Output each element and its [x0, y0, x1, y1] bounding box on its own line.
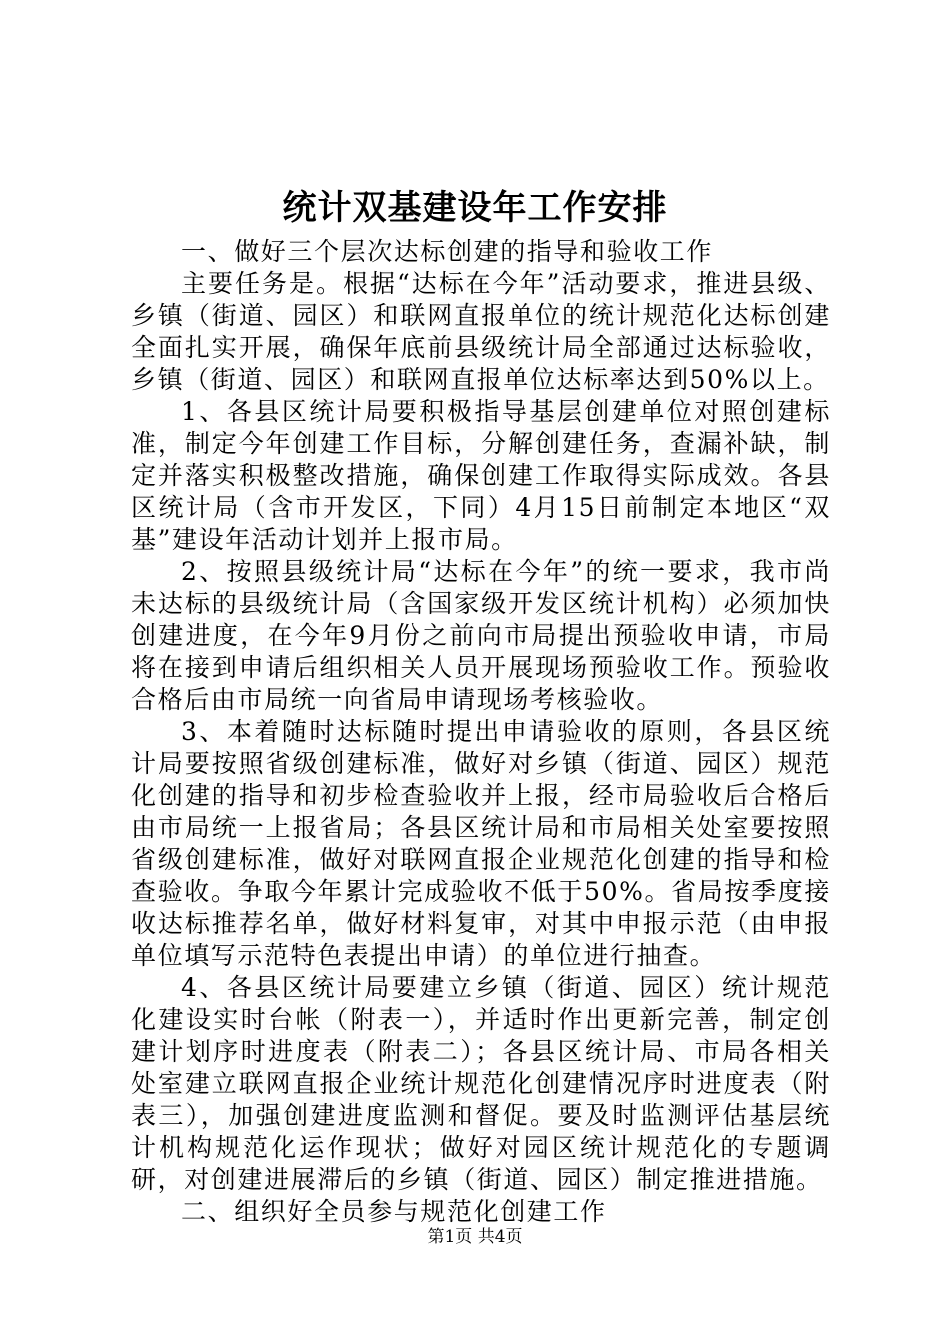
paragraph-item-1: 1、各县区统计局要积极指导基层创建单位对照创建标准，制定今年创建工作目标，分解创建任务，查漏补缺，制定并落实积极整改措施，确保创建工作取得实际成效。各县区统计局（含市开发区，下同）4月15日前制定本地区“双基”建设年活动计划并上报市局。	[131, 397, 831, 554]
paragraph-main-task: 主要任务是。根据“达标在今年”活动要求，推进县级、乡镇（街道、园区）和联网直报单位的统计规范化达标创建全面扎实开展，确保年底前县级统计局全部通过达标验收，乡镇（街道、园区）和联网直报单位达标率达到50%以上。	[131, 269, 831, 394]
paragraph-item-3: 3、本着随时达标随时提出申请验收的原则，各县区统计局要按照省级创建标准，做好对乡镇（街道、园区）规范化创建的指导和初步检查验收并上报，经市局验收后合格后由市局统一上报省局；各县区统计局和市局相关处室要按照省级创建标准，做好对联网直报企业规范化创建的指导和检查验收。争取今年累计完成验收不低于50%。省局按季度接收达标推荐名单，做好材料复审，对其中申报示范（由申报单位填写示范特色表提出申请）的单位进行抽查。	[131, 717, 831, 970]
document-body	[131, 236, 831, 1228]
paragraph-item-4: 4、各县区统计局要建立乡镇（街道、园区）统计规范化建设实时台帐（附表一），并适时作出更新完善，制定创建计划序时进度表（附表二）；各县区统计局、市局各相关处室建立联网直报企业统计规范化创建情况序时进度表（附表三），加强创建进度监测和督促。要及时监测评估基层统计机构规范化运作现状；做好对园区统计规范化的专题调研，对创建进展滞后的乡镇（街道、园区）制定推进措施。	[131, 973, 831, 1194]
section-heading-2: 二、组织好全员参与规范化创建工作	[181, 1197, 607, 1226]
section-heading-1: 一、做好三个层次达标创建的指导和验收工作	[181, 237, 714, 266]
paragraph-item-2: 2、按照县级统计局“达标在今年”的统一要求，我市尚未达标的县级统计局（含国家级开发区统计机构）必须加快创建进度，在今年9月份之前向市局提出预验收申请，市局将在接到申请后组织相关人员开展现场预验收工作。预验收合格后由市局统一向省局申请现场考核验收。	[131, 557, 831, 714]
page-number-footer: 第1页 共4页	[427, 1227, 523, 1247]
document-title: 统计双基建设年工作安排	[282, 188, 668, 228]
